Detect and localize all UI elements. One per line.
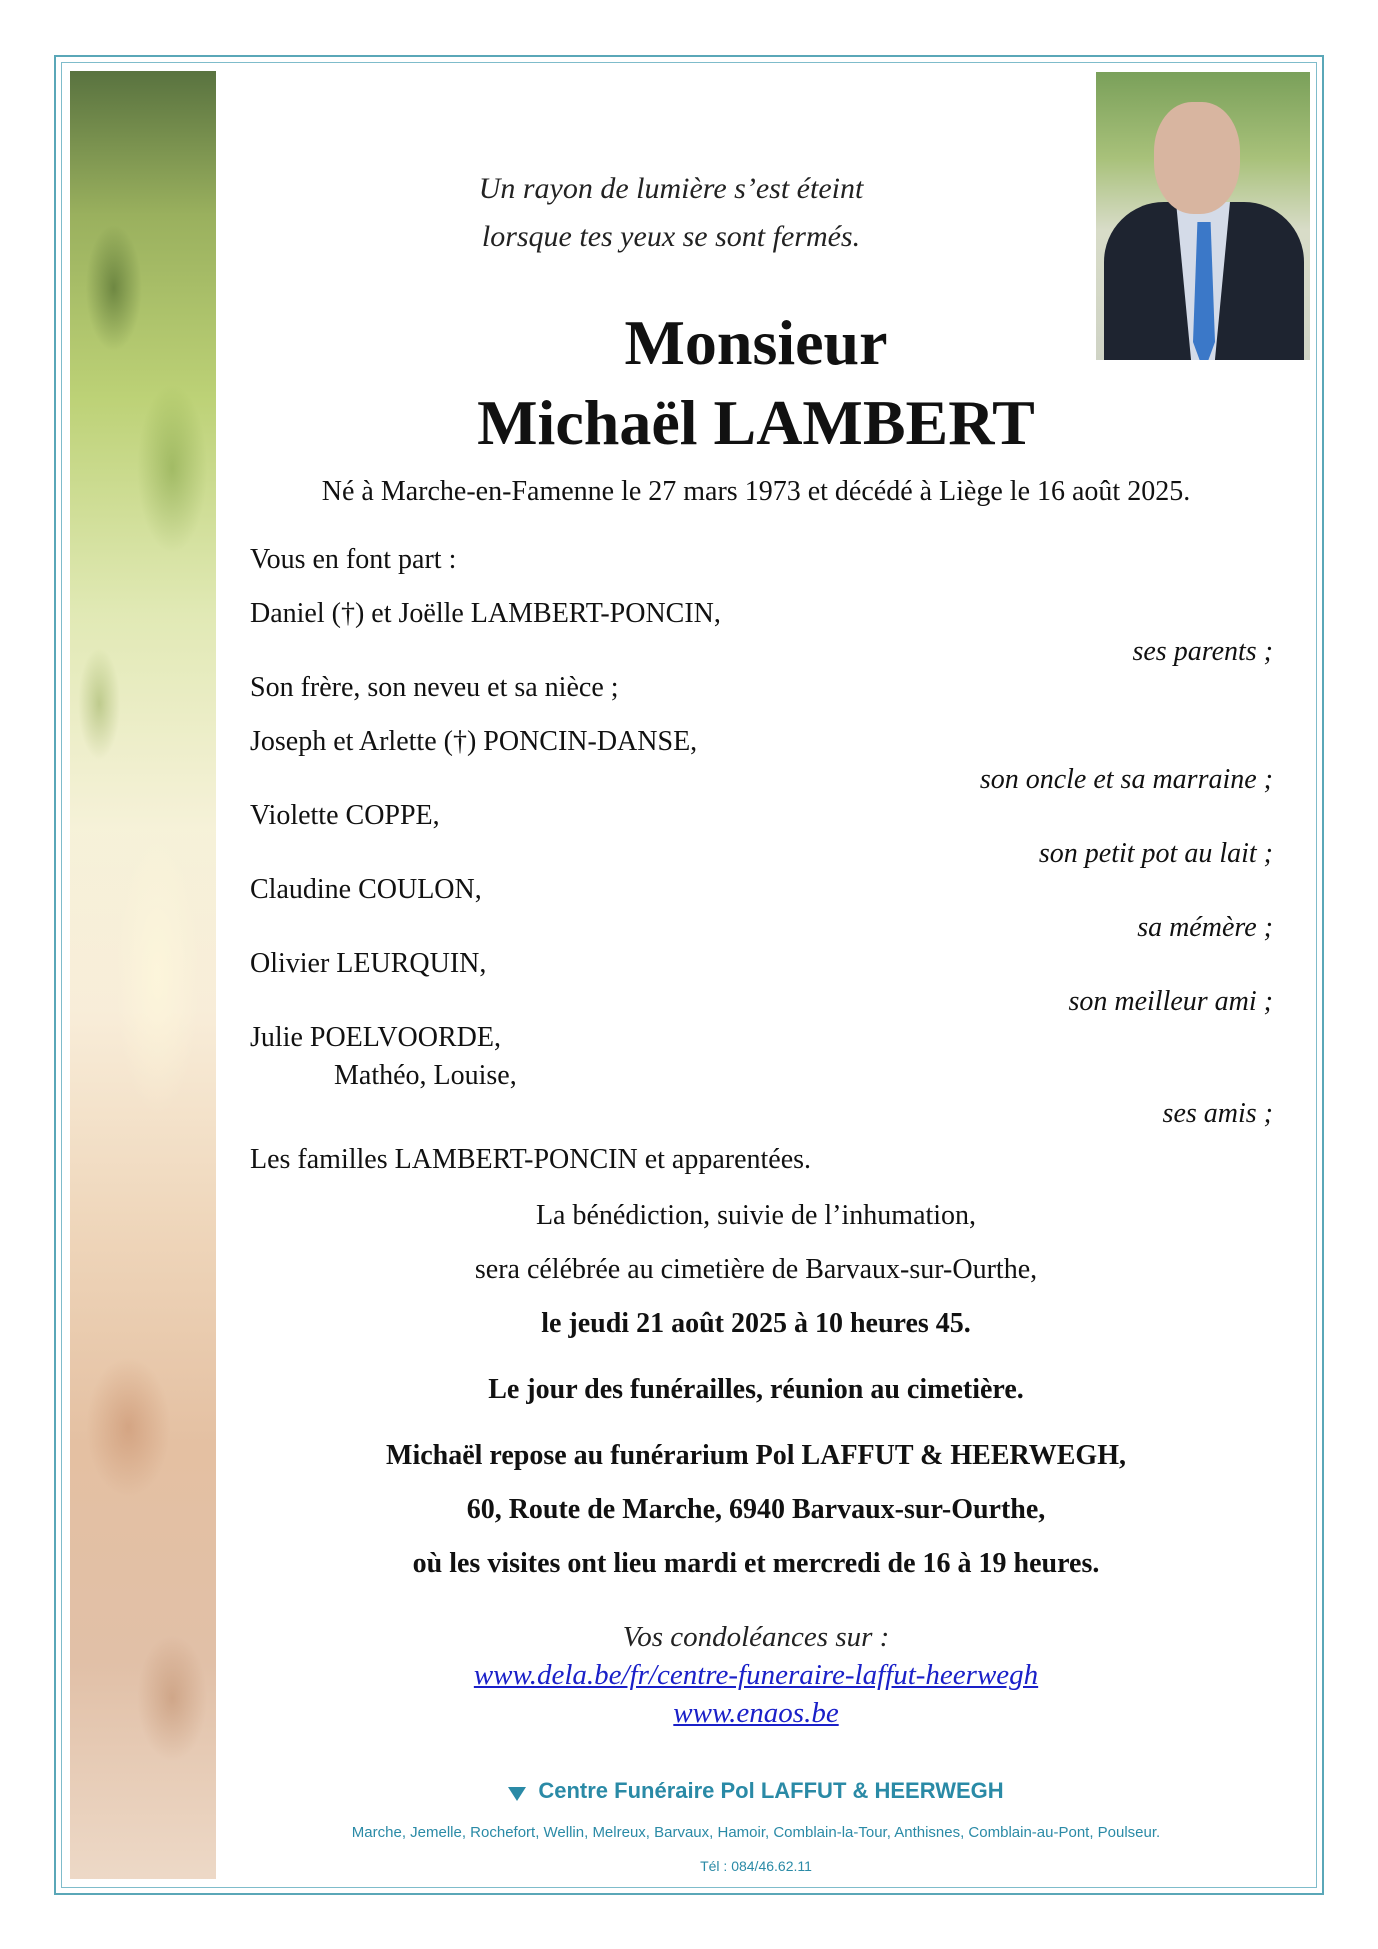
family-name-coppe: Violette COPPE, (250, 800, 440, 831)
family-relation-parents: ses parents ; (1132, 636, 1273, 667)
ceremony-date: le jeudi 21 août 2025 à 10 heures 45. (541, 1308, 971, 1339)
family-name-leurquin: Olivier LEURQUIN, (250, 948, 487, 979)
footer-title (216, 1776, 1296, 1809)
family-name-siblings: Son frère, son neveu et sa nièce ; (250, 672, 619, 703)
family-name-parents: Daniel (†) et Joëlle LAMBERT-PONCIN, (250, 598, 721, 629)
triangle-down-icon (508, 1787, 526, 1801)
family-relation-leurquin: son meilleur ami ; (1068, 986, 1273, 1017)
family-name-children: Mathéo, Louise, (334, 1060, 517, 1091)
family-relation-uncle: son oncle et sa marraine ; (979, 764, 1273, 795)
rest-line-1: Michaël repose au funérarium Pol LAFFUT & HEERWEGH, (386, 1440, 1126, 1471)
footer-company-name: Centre Funéraire Pol LAFFUT & HEERWEGH (538, 1778, 1004, 1803)
families-line: Les familles LAMBERT-PONCIN et apparentées. (250, 1144, 812, 1175)
intro-line: Vous en font part : (250, 544, 457, 575)
ceremony-line-2: sera célébrée au cimetière de Barvaux-sur-Ourthe, (474, 1254, 1038, 1285)
condolences-label: Vos condoléances sur : (622, 1621, 890, 1653)
quote-line-1: Un rayon de lumière s’est éteint (478, 172, 864, 205)
rest-line-2: 60, Route de Marche, 6940 Barvaux-sur-Ourthe, (466, 1494, 1046, 1525)
portrait-head (1154, 102, 1240, 214)
rest-line-3: où les visites ont lieu mardi et mercredi de 16 à 19 heures. (412, 1548, 1100, 1579)
footer-phone: Tél : 084/46.62.11 (700, 1858, 812, 1874)
quote-line-2: lorsque tes yeux se sont fermés. (481, 220, 861, 253)
condolences-link-1-wrap (216, 1656, 1296, 1694)
footer-locations: Marche, Jemelle, Rochefort, Wellin, Melreux, Barvaux, Hamoir, Comblain-la-Tour, Anthisnes, Comblain-au-Pont, Poulseur. (351, 1824, 1161, 1841)
title-name: Michaël LAMBERT (477, 387, 1035, 458)
ceremony-line-1: La bénédiction, suivie de l’inhumation, (535, 1200, 977, 1231)
meeting-line: Le jour des funérailles, réunion au cimetière. (488, 1374, 1024, 1405)
family-relation-friends: ses amis ; (1162, 1098, 1273, 1129)
condolences-link-enaos[interactable]: www.enaos.be (673, 1697, 839, 1729)
family-name-poelvoorde: Julie POELVOORDE, (250, 1022, 501, 1053)
family-relation-coppe: son petit pot au lait ; (1038, 838, 1273, 869)
family-name-uncle: Joseph et Arlette (†) PONCIN-DANSE, (250, 726, 698, 757)
family-relation-coulon: sa mémère ; (1137, 912, 1273, 943)
birth-death-line: Né à Marche-en-Famenne le 27 mars 1973 et décédé à Liège le 16 août 2025. (321, 476, 1191, 507)
condolences-link-dela[interactable]: www.dela.be/fr/centre-funeraire-laffut-heerwegh (473, 1659, 1039, 1691)
title-honorific: Monsieur (624, 307, 888, 378)
forest-path-image (70, 71, 216, 1879)
condolences-link-2-wrap (216, 1694, 1296, 1732)
family-name-coulon: Claudine COULON, (250, 874, 482, 905)
